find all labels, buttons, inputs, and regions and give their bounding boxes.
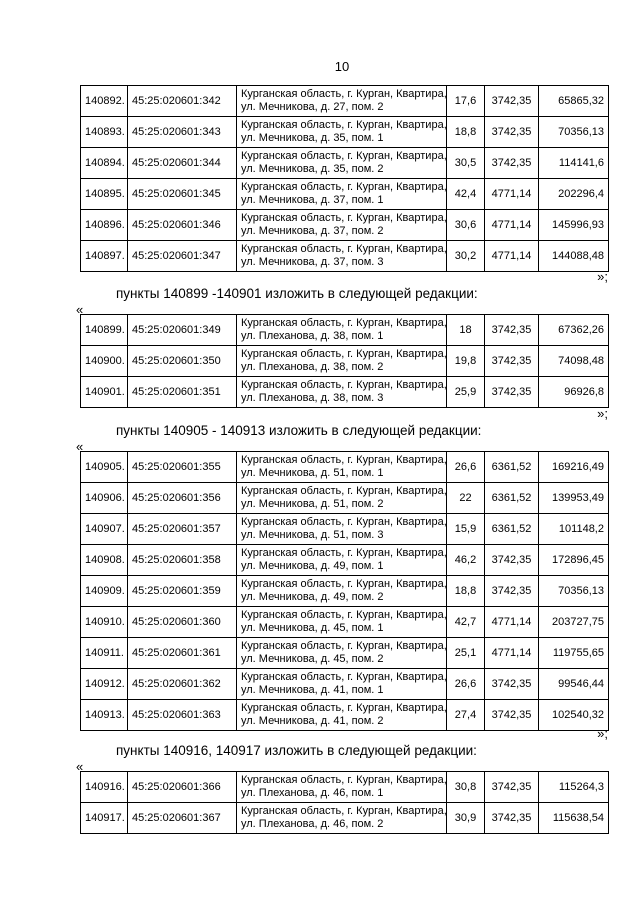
cadastral-value-cell: 67362,26 xyxy=(539,315,609,346)
row-number-cell: 140909. xyxy=(81,576,128,607)
price-per-sqm-cell: 3742,35 xyxy=(485,148,539,179)
price-per-sqm-cell: 4771,14 xyxy=(485,638,539,669)
address-cell xyxy=(237,377,447,408)
address-line-1: Курганская область, г. Курган, Квартира, xyxy=(241,578,447,590)
address-line-2: ул. Плеханова, д. 38, пом. 1 xyxy=(241,330,384,342)
row-number-cell: 140895. xyxy=(81,179,128,210)
address-cell xyxy=(237,638,447,669)
row-number-cell: 140897. xyxy=(81,241,128,272)
row-number-cell: 140892. xyxy=(81,86,128,117)
table-row xyxy=(81,315,609,346)
area-cell: 25,9 xyxy=(447,377,485,408)
address-line-2: ул. Мечникова, д. 37, пом. 3 xyxy=(241,256,384,268)
address-line-2: ул. Плеханова, д. 46, пом. 1 xyxy=(241,787,384,799)
cadastral-number-cell: 45:25:020601:359 xyxy=(128,576,237,607)
address-line-2: ул. Мечникова, д. 37, пом. 1 xyxy=(241,194,384,206)
area-cell: 22 xyxy=(447,483,485,514)
address-line-2: ул. Мечникова, д. 45, пом. 2 xyxy=(241,653,384,665)
area-cell: 18 xyxy=(447,315,485,346)
cadastral-value-cell: 172896,45 xyxy=(539,545,609,576)
table-row xyxy=(81,117,609,148)
row-number-cell: 140900. xyxy=(81,346,128,377)
address-line-1: Курганская область, г. Курган, Квартира, xyxy=(241,485,447,497)
area-cell: 18,8 xyxy=(447,576,485,607)
address-cell xyxy=(237,772,447,803)
area-cell: 25,1 xyxy=(447,638,485,669)
address-cell xyxy=(237,117,447,148)
address-line-2: ул. Мечникова, д. 49, пом. 1 xyxy=(241,560,384,572)
table-row xyxy=(81,179,609,210)
cadastral-number-cell: 45:25:020601:360 xyxy=(128,607,237,638)
address-cell xyxy=(237,669,447,700)
price-per-sqm-cell: 3742,35 xyxy=(485,117,539,148)
address-line-1: Курганская область, г. Курган, Квартира, xyxy=(241,805,447,817)
cadastral-value-cell: 169216,49 xyxy=(539,452,609,483)
cadastral-number-cell: 45:25:020601:351 xyxy=(128,377,237,408)
area-cell: 30,2 xyxy=(447,241,485,272)
area-cell: 26,6 xyxy=(447,452,485,483)
address-line-1: Курганская область, г. Курган, Квартира, xyxy=(241,774,447,786)
row-number-cell: 140916. xyxy=(81,772,128,803)
row-number-cell: 140899. xyxy=(81,315,128,346)
cadastral-number-cell: 45:25:020601:347 xyxy=(128,241,237,272)
price-per-sqm-cell: 3742,35 xyxy=(485,545,539,576)
area-cell: 42,4 xyxy=(447,179,485,210)
row-number-cell: 140894. xyxy=(81,148,128,179)
address-line-2: ул. Мечникова, д. 45, пом. 1 xyxy=(241,622,384,634)
address-cell xyxy=(237,86,447,117)
address-cell xyxy=(237,483,447,514)
table-body xyxy=(81,86,609,272)
row-number-cell: 140907. xyxy=(81,514,128,545)
table-row xyxy=(81,452,609,483)
cadastral-value-cell: 115264,3 xyxy=(539,772,609,803)
cadastral-value-cell: 70356,13 xyxy=(539,576,609,607)
price-per-sqm-cell: 6361,52 xyxy=(485,452,539,483)
address-line-1: Курганская область, г. Курган, Квартира, xyxy=(241,379,447,391)
address-line-2: ул. Мечникова, д. 51, пом. 2 xyxy=(241,498,384,510)
cadastral-number-cell: 45:25:020601:363 xyxy=(128,700,237,731)
address-line-1: Курганская область, г. Курган, Квартира, xyxy=(241,454,447,466)
address-cell xyxy=(237,803,447,834)
cadastral-value-cell: 119755,65 xyxy=(539,638,609,669)
address-cell xyxy=(237,148,447,179)
property-table xyxy=(80,314,609,408)
cadastral-value-cell: 203727,75 xyxy=(539,607,609,638)
price-per-sqm-cell: 3742,35 xyxy=(485,346,539,377)
address-line-1: Курганская область, г. Курган, Квартира, xyxy=(241,317,447,329)
cadastral-value-cell: 74098,48 xyxy=(539,346,609,377)
address-cell xyxy=(237,545,447,576)
closing-quote: »; xyxy=(597,726,608,741)
cadastral-value-cell: 65865,32 xyxy=(539,86,609,117)
cadastral-value-cell: 145996,93 xyxy=(539,210,609,241)
address-line-2: ул. Плеханова, д. 46, пом. 2 xyxy=(241,818,384,830)
price-per-sqm-cell: 3742,35 xyxy=(485,803,539,834)
cadastral-number-cell: 45:25:020601:350 xyxy=(128,346,237,377)
cadastral-number-cell: 45:25:020601:366 xyxy=(128,772,237,803)
cadastral-number-cell: 45:25:020601:343 xyxy=(128,117,237,148)
address-line-1: Курганская область, г. Курган, Квартира, xyxy=(241,609,447,621)
address-line-1: Курганская область, г. Курган, Квартира, xyxy=(241,547,447,559)
address-line-1: Курганская область, г. Курган, Квартира, xyxy=(241,516,447,528)
cadastral-value-cell: 114141,6 xyxy=(539,148,609,179)
area-cell: 42,7 xyxy=(447,607,485,638)
address-cell xyxy=(237,210,447,241)
row-number-cell: 140896. xyxy=(81,210,128,241)
area-cell: 30,5 xyxy=(447,148,485,179)
table-row xyxy=(81,377,609,408)
area-cell: 18,8 xyxy=(447,117,485,148)
address-cell xyxy=(237,700,447,731)
row-number-cell: 140905. xyxy=(81,452,128,483)
cadastral-value-cell: 96926,8 xyxy=(539,377,609,408)
price-per-sqm-cell: 3742,35 xyxy=(485,86,539,117)
address-line-1: Курганская область, г. Курган, Квартира, xyxy=(241,150,447,162)
cadastral-value-cell: 99546,44 xyxy=(539,669,609,700)
closing-quote: »; xyxy=(597,269,608,284)
property-table xyxy=(80,85,609,272)
property-table xyxy=(80,771,609,834)
price-per-sqm-cell: 3742,35 xyxy=(485,576,539,607)
table-row xyxy=(81,483,609,514)
table-body xyxy=(81,452,609,731)
cadastral-value-cell: 139953,49 xyxy=(539,483,609,514)
row-number-cell: 140893. xyxy=(81,117,128,148)
table-row xyxy=(81,545,609,576)
cadastral-number-cell: 45:25:020601:344 xyxy=(128,148,237,179)
address-line-2: ул. Мечникова, д. 37, пом. 2 xyxy=(241,225,384,237)
address-line-2: ул. Мечникова, д. 27, пом. 2 xyxy=(241,101,384,113)
price-per-sqm-cell: 3742,35 xyxy=(485,315,539,346)
price-per-sqm-cell: 4771,14 xyxy=(485,241,539,272)
address-cell xyxy=(237,452,447,483)
table-row xyxy=(81,514,609,545)
cadastral-value-cell: 101148,2 xyxy=(539,514,609,545)
address-line-1: Курганская область, г. Курган, Квартира, xyxy=(241,702,447,714)
address-line-1: Курганская область, г. Курган, Квартира, xyxy=(241,212,447,224)
cadastral-number-cell: 45:25:020601:342 xyxy=(128,86,237,117)
row-number-cell: 140917. xyxy=(81,803,128,834)
cadastral-value-cell: 115638,54 xyxy=(539,803,609,834)
address-line-2: ул. Мечникова, д. 41, пом. 2 xyxy=(241,715,384,727)
area-cell: 46,2 xyxy=(447,545,485,576)
area-cell: 30,6 xyxy=(447,210,485,241)
row-number-cell: 140910. xyxy=(81,607,128,638)
area-cell: 26,6 xyxy=(447,669,485,700)
price-per-sqm-cell: 3742,35 xyxy=(485,669,539,700)
address-cell xyxy=(237,241,447,272)
table-row xyxy=(81,86,609,117)
cadastral-number-cell: 45:25:020601:362 xyxy=(128,669,237,700)
table-body xyxy=(81,315,609,408)
row-number-cell: 140901. xyxy=(81,377,128,408)
table-body xyxy=(81,772,609,834)
area-cell: 27,4 xyxy=(447,700,485,731)
closing-quote: »; xyxy=(597,406,608,421)
price-per-sqm-cell: 3742,35 xyxy=(485,700,539,731)
address-line-1: Курганская область, г. Курган, Квартира, xyxy=(241,88,447,100)
address-line-1: Курганская область, г. Курган, Квартира, xyxy=(241,243,447,255)
cadastral-number-cell: 45:25:020601:346 xyxy=(128,210,237,241)
address-line-1: Курганская область, г. Курган, Квартира, xyxy=(241,119,447,131)
price-per-sqm-cell: 6361,52 xyxy=(485,514,539,545)
address-line-2: ул. Мечникова, д. 35, пом. 1 xyxy=(241,132,384,144)
area-cell: 15,9 xyxy=(447,514,485,545)
table-row xyxy=(81,638,609,669)
table-row xyxy=(81,803,609,834)
amendment-heading: пункты 140899 -140901 изложить в следующей редакции: xyxy=(116,286,478,301)
cadastral-number-cell: 45:25:020601:345 xyxy=(128,179,237,210)
price-per-sqm-cell: 4771,14 xyxy=(485,210,539,241)
area-cell: 19,8 xyxy=(447,346,485,377)
price-per-sqm-cell: 3742,35 xyxy=(485,772,539,803)
address-line-2: ул. Мечникова, д. 49, пом. 2 xyxy=(241,591,384,603)
address-cell xyxy=(237,315,447,346)
address-line-1: Курганская область, г. Курган, Квартира, xyxy=(241,671,447,683)
address-line-1: Курганская область, г. Курган, Квартира, xyxy=(241,640,447,652)
price-per-sqm-cell: 3742,35 xyxy=(485,377,539,408)
address-line-2: ул. Мечникова, д. 51, пом. 3 xyxy=(241,529,384,541)
address-line-2: ул. Плеханова, д. 38, пом. 2 xyxy=(241,361,384,373)
opening-quote: « xyxy=(76,302,84,317)
table-row xyxy=(81,148,609,179)
cadastral-number-cell: 45:25:020601:349 xyxy=(128,315,237,346)
cadastral-value-cell: 202296,4 xyxy=(539,179,609,210)
table-row xyxy=(81,772,609,803)
address-line-1: Курганская область, г. Курган, Квартира, xyxy=(241,181,447,193)
price-per-sqm-cell: 4771,14 xyxy=(485,607,539,638)
row-number-cell: 140913. xyxy=(81,700,128,731)
table-row xyxy=(81,607,609,638)
cadastral-value-cell: 70356,13 xyxy=(539,117,609,148)
cadastral-value-cell: 144088,48 xyxy=(539,241,609,272)
address-line-1: Курганская область, г. Курган, Квартира, xyxy=(241,348,447,360)
cadastral-number-cell: 45:25:020601:356 xyxy=(128,483,237,514)
cadastral-number-cell: 45:25:020601:355 xyxy=(128,452,237,483)
table-row xyxy=(81,241,609,272)
opening-quote: « xyxy=(76,759,84,774)
row-number-cell: 140912. xyxy=(81,669,128,700)
page-number: 10 xyxy=(334,59,350,74)
address-cell xyxy=(237,607,447,638)
address-line-2: ул. Мечникова, д. 51, пом. 1 xyxy=(241,467,384,479)
cadastral-number-cell: 45:25:020601:358 xyxy=(128,545,237,576)
price-per-sqm-cell: 6361,52 xyxy=(485,483,539,514)
area-cell: 17,6 xyxy=(447,86,485,117)
address-cell xyxy=(237,179,447,210)
address-line-2: ул. Мечникова, д. 35, пом. 2 xyxy=(241,163,384,175)
cadastral-number-cell: 45:25:020601:361 xyxy=(128,638,237,669)
cadastral-number-cell: 45:25:020601:357 xyxy=(128,514,237,545)
cadastral-number-cell: 45:25:020601:367 xyxy=(128,803,237,834)
area-cell: 30,9 xyxy=(447,803,485,834)
table-row xyxy=(81,669,609,700)
cadastral-value-cell: 102540,32 xyxy=(539,700,609,731)
table-row xyxy=(81,576,609,607)
table-row xyxy=(81,700,609,731)
address-cell xyxy=(237,514,447,545)
address-cell xyxy=(237,346,447,377)
amendment-heading: пункты 140905 - 140913 изложить в следующей редакции: xyxy=(116,423,482,438)
table-row xyxy=(81,346,609,377)
address-cell xyxy=(237,576,447,607)
area-cell: 30,8 xyxy=(447,772,485,803)
price-per-sqm-cell: 4771,14 xyxy=(485,179,539,210)
table-row xyxy=(81,210,609,241)
opening-quote: « xyxy=(76,439,84,454)
property-table xyxy=(80,451,609,731)
row-number-cell: 140906. xyxy=(81,483,128,514)
row-number-cell: 140911. xyxy=(81,638,128,669)
row-number-cell: 140908. xyxy=(81,545,128,576)
address-line-2: ул. Плеханова, д. 38, пом. 3 xyxy=(241,392,384,404)
address-line-2: ул. Мечникова, д. 41, пом. 1 xyxy=(241,684,384,696)
amendment-heading: пункты 140916, 140917 изложить в следующей редакции: xyxy=(116,743,477,758)
